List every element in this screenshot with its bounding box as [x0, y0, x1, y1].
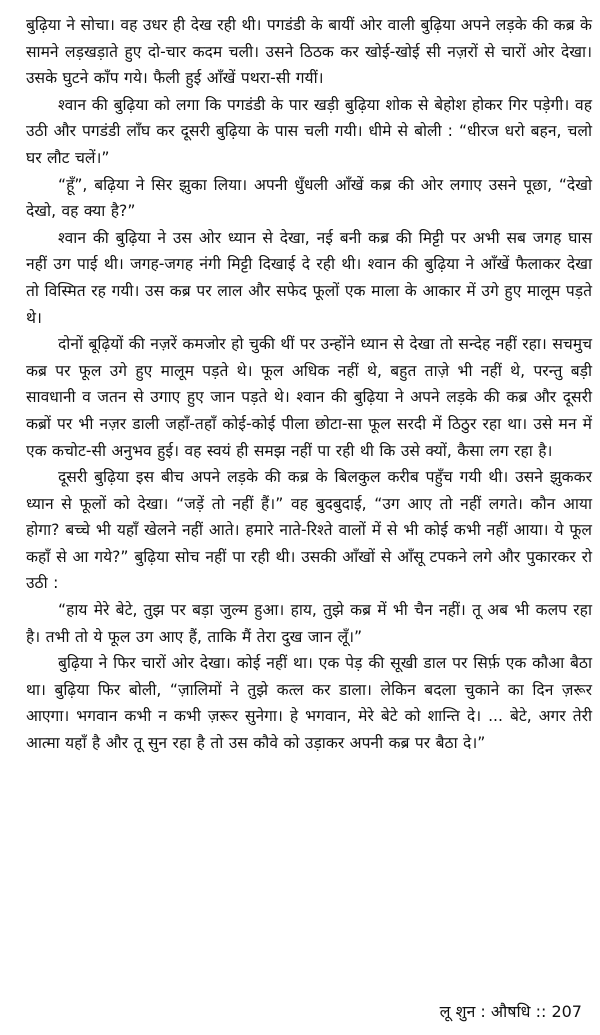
paragraph-6: दूसरी बुढ़िया इस बीच अपने लड़के की कब्र के बिलकुल करीब पहुँच गयी थी। उसने झुककर ध्यान से फूलों को देखा। “जड़ें तो नहीं हैं।” वह बुदबुदाई, “उग आए तो नहीं लगते। कौन आया होगा? बच्चे भी यहाँ खेलने नहीं आते। हमारे नाते-रिश्ते वालों में से भी कोई कभी नहीं आया। ये फूल कहाँ से आ गये?” बुढ़िया सोच नहीं पा रही थी। उसकी आँखों से आँसू टपकने लगे और पुकारकर रो उठी :: [26, 468, 592, 593]
paragraph-5: दोनों बूढ़ियों की नज़रें कमजोर हो चुकी थीं पर उन्होंने ध्यान से देखा तो सन्देह नहीं रहा। सचमुच कब्र पर फूल उगे हुए मालूम पड़ते थे। फूल अधिक नहीं थे, बहुत ताज़े भी नहीं थे, परन्तु बड़ी सावधानी व जतन से उगाए हुए जान पड़ते थे। श्वान की बुढ़िया ने अपने लड़के की कब्र और दूसरी कब्रों पर भी नज़र डाली जहाँ-तहाँ कोई-कोई पीला छोटा-सा फूल सरदी में ठिठुर रहा था। उसे मन में एक कचोट-सी अनुभव हुई। वह स्वयं ही समझ नहीं पा रही थी कि उसे क्यों, कैसा लग रहा है।: [26, 335, 592, 460]
paragraph-3: “हूँ”, बढ़िया ने सिर झुका लिया। अपनी धुँधली आँखें कब्र की ओर लगाए उसने पूछा, “देखो देखो, वह क्या है?”: [26, 175, 592, 221]
book-page: [26, 12, 592, 1022]
paragraph-4: श्वान की बुढ़िया ने उस ओर ध्यान से देखा, नई बनी कब्र की मिट्टी पर अभी सब जगह घास नहीं उग पाई थी। जगह-जगह नंगी मिट्टी दिखाई दे रही थी। श्वान की बुढ़िया ने आँखें फैलाकर देखा तो विस्मित रह गयी। उस कब्र पर लाल और सफेद फूलों एक माला के आकार में उगे हुए मालूम पड़ते थे।: [26, 228, 592, 327]
paragraph-2: श्वान की बुढ़िया को लगा कि पगडंडी के पार खड़ी बुढ़िया शोक से बेहोश होकर गिर पड़ेगी। वह उठी और पगडंडी लाँघ कर दूसरी बुढ़िया के पास चली गयी। धीमे से बोली : “धीरज धरो बहन, चलो घर लौट चलें।”: [26, 95, 592, 167]
page-footer-running-title: लू शुन : औषधि :: 207: [439, 1002, 582, 1021]
paragraph-7: “हाय मेरे बेटे, तुझ पर बड़ा जुल्म हुआ। हाय, तुझे कब्र में भी चैन नहीं। तू अब भी कलप रहा है। तभी तो ये फूल उग आए हैं, ताकि मैं तेरा दुख जान लूँ।”: [26, 601, 592, 646]
paragraph-1: बुढ़िया ने सोचा। वह उधर ही देख रही थी। पगडंडी के बायीं ओर वाली बुढ़िया अपने लड़के की कब्र के सामने लड़खड़ाते हुए दो-चार कदम चली। उसने ठिठक कर खोई-खोई सी नज़रों से चारों ओर देखा। उसके घुटने काँप गये। फैली हुई आँखें पथरा-सी गयीं।: [26, 16, 592, 88]
paragraph-8: बुढ़िया ने फिर चारों ओर देखा। कोई नहीं था। एक पेड़ की सूखी डाल पर सिर्फ़ एक कौआ बैठा था। बुढ़िया फिर बोली, “ज़ालिमों ने तुझे कत्ल कर डाला। लेकिन बदला चुकाने का दिन ज़रूर आएगा। भगवान कभी न कभी ज़रूर सुनेगा। हे भगवान, मेरे बेटे को शान्ति दे। ... बेटे, अगर तेरी आत्मा यहाँ है और तू सुन रहा है तो उस कौवे को उड़ाकर अपनी कब्र पर बैठा दे।”: [26, 654, 592, 753]
